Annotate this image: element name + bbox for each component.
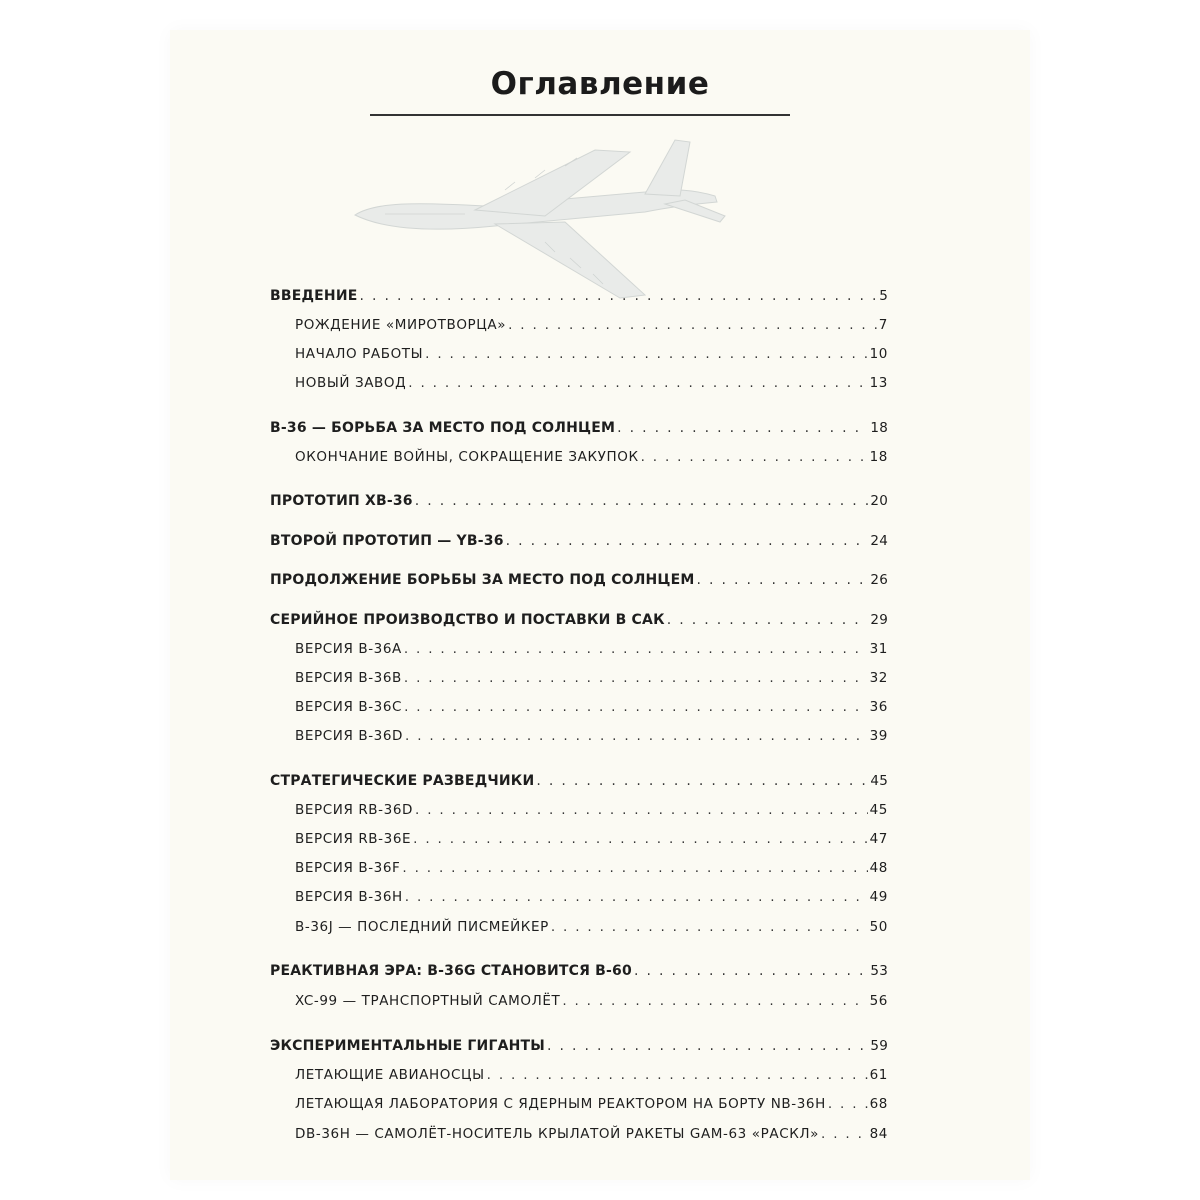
toc-entry-title: B-36J — ПОСЛЕДНИЙ ПИСМЕЙКЕР: [295, 919, 549, 935]
toc-subsection-entry: [295, 1126, 888, 1150]
dot-leader: [536, 773, 868, 789]
toc-subsection-entry: [295, 375, 888, 399]
toc-entry-title: РЕАКТИВНАЯ ЭРА: B-36G СТАНОВИТСЯ B-60: [270, 963, 632, 979]
toc-page-number: 18: [870, 420, 888, 436]
page-title: Оглавление: [490, 66, 710, 102]
toc-page-number: 26: [870, 572, 888, 588]
toc-entry-title: ЭКСПЕРИМЕНТАЛЬНЫЕ ГИГАНТЫ: [270, 1038, 545, 1054]
dot-leader: [821, 1126, 868, 1142]
toc-entry-title: DB-36H — САМОЛЁТ-НОСИТЕЛЬ КРЫЛАТОЙ РАКЕТЫ GAM-63 «РАСКЛ»: [295, 1126, 820, 1142]
toc-entry-title: ЛЕТАЮЩАЯ ЛАБОРАТОРИЯ С ЯДЕРНЫМ РЕАКТОРОМ НА БОРТУ NB-36H: [295, 1096, 826, 1112]
toc-chapter-entry: [270, 493, 888, 517]
dot-leader: [425, 346, 867, 362]
toc-subsection-entry: [295, 449, 888, 473]
toc-chapter-entry: [270, 420, 888, 444]
toc-page-number: 18: [869, 449, 888, 465]
toc-page-number: 13: [869, 375, 888, 391]
dot-leader: [404, 641, 868, 657]
toc-subsection-entry: [295, 831, 888, 855]
toc-chapter-entry: [270, 533, 888, 557]
toc-entry-title: ОКОНЧАНИЕ ВОЙНЫ, СОКРАЩЕНИЕ ЗАКУПОК: [295, 449, 639, 465]
toc-entry-title: ВЕРСИЯ B-36B: [295, 670, 402, 686]
toc-page-number: 56: [869, 993, 888, 1009]
dot-leader: [667, 612, 869, 628]
toc-entry-title: ЛЕТАЮЩИЕ АВИАНОСЦЫ: [295, 1067, 485, 1083]
dot-leader: [404, 670, 868, 686]
toc-entry-title: ВВЕДЕНИЕ: [270, 288, 358, 304]
toc-subsection-entry: [295, 889, 888, 913]
toc-entry-title: B-36 — БОРЬБА ЗА МЕСТО ПОД СОЛНЦЕМ: [270, 420, 616, 436]
toc-entry-title: НОВЫЙ ЗАВОД: [295, 375, 407, 391]
toc-page-number: 53: [870, 963, 888, 979]
toc-page-number: 84: [869, 1126, 888, 1142]
toc-entry-title: XC-99 — ТРАНСПОРТНЫЙ САМОЛЁТ: [295, 993, 561, 1009]
dot-leader: [487, 1067, 868, 1083]
dot-leader: [508, 317, 877, 333]
toc-entry-title: ВЕРСИЯ B-36A: [295, 641, 402, 657]
toc-subsection-entry: [295, 919, 888, 943]
dot-leader: [617, 420, 868, 436]
toc-chapter-entry: [270, 1038, 888, 1062]
dot-leader: [404, 699, 868, 715]
toc-entry-title: ВЕРСИЯ B-36C: [295, 699, 403, 715]
toc-page-number: 36: [869, 699, 888, 715]
dot-leader: [641, 449, 868, 465]
toc-entry-title: ВЕРСИЯ RB-36E: [295, 831, 412, 847]
toc-subsection-entry: [295, 728, 888, 752]
dot-leader: [360, 288, 878, 304]
toc-subsection-entry: [295, 317, 888, 341]
toc-page-number: 68: [869, 1096, 888, 1112]
dot-leader: [405, 728, 868, 744]
dot-leader: [402, 860, 867, 876]
toc-page-number: 39: [869, 728, 888, 744]
toc-entry-title: ПРОДОЛЖЕНИЕ БОРЬБЫ ЗА МЕСТО ПОД СОЛНЦЕМ: [270, 572, 695, 588]
toc-page-number: 7: [878, 317, 888, 333]
toc-page-number: 45: [870, 773, 888, 789]
toc-page-number: 50: [869, 919, 888, 935]
dot-leader: [562, 993, 867, 1009]
toc-subsection-entry: [295, 993, 888, 1017]
toc-subsection-entry: [295, 860, 888, 884]
toc-subsection-entry: [295, 802, 888, 826]
toc-entry-title: СТРАТЕГИЧЕСКИЕ РАЗВЕДЧИКИ: [270, 773, 535, 789]
toc-chapter-entry: [270, 572, 888, 596]
toc-entry-title: НАЧАЛО РАБОТЫ: [295, 346, 424, 362]
toc-entry-title: РОЖДЕНИЕ «МИРОТВОРЦА»: [295, 317, 507, 333]
toc-entry-title: ВТОРОЙ ПРОТОТИП — YB-36: [270, 533, 504, 549]
toc-page-number: 5: [879, 288, 888, 304]
toc-subsection-entry: [295, 1096, 888, 1120]
dot-leader: [547, 1038, 868, 1054]
toc-page-number: 10: [869, 346, 888, 362]
toc-page-number: 20: [870, 493, 888, 509]
toc-subsection-entry: [295, 699, 888, 723]
toc-chapter-entry: [270, 963, 888, 987]
toc-entry-title: СЕРИЙНОЕ ПРОИЗВОДСТВО И ПОСТАВКИ В САК: [270, 612, 665, 628]
toc-page-number: 32: [869, 670, 888, 686]
toc-entry-title: ВЕРСИЯ B-36F: [295, 860, 401, 876]
toc-page-number: 24: [870, 533, 888, 549]
toc-chapter-entry: [270, 612, 888, 636]
dot-leader: [697, 572, 869, 588]
toc-subsection-entry: [295, 346, 888, 370]
toc-entry-title: ВЕРСИЯ B-36H: [295, 889, 403, 905]
toc-page-number: 61: [869, 1067, 888, 1083]
dot-leader: [413, 831, 867, 847]
toc-entry-title: ВЕРСИЯ B-36D: [295, 728, 404, 744]
toc-subsection-entry: [295, 641, 888, 665]
toc-chapter-entry: [270, 773, 888, 797]
dot-leader: [415, 802, 868, 818]
dot-leader: [408, 375, 867, 391]
toc-page-number: 29: [870, 612, 888, 628]
toc-page-number: 59: [870, 1038, 888, 1054]
dot-leader: [405, 889, 868, 905]
toc-subsection-entry: [295, 670, 888, 694]
dot-leader: [551, 919, 868, 935]
toc-entry-title: ВЕРСИЯ RB-36D: [295, 802, 414, 818]
dot-leader: [828, 1096, 868, 1112]
dot-leader: [634, 963, 868, 979]
toc-subsection-entry: [295, 1067, 888, 1091]
toc-page-number: 49: [869, 889, 888, 905]
dot-leader: [506, 533, 869, 549]
toc-page-number: 48: [869, 860, 888, 876]
toc-page-number: 45: [869, 802, 888, 818]
toc-chapter-entry: [270, 288, 888, 312]
toc-entry-title: ПРОТОТИП XB-36: [270, 493, 413, 509]
dot-leader: [415, 493, 869, 509]
toc-page-number: 47: [869, 831, 888, 847]
toc-page-number: 31: [869, 641, 888, 657]
